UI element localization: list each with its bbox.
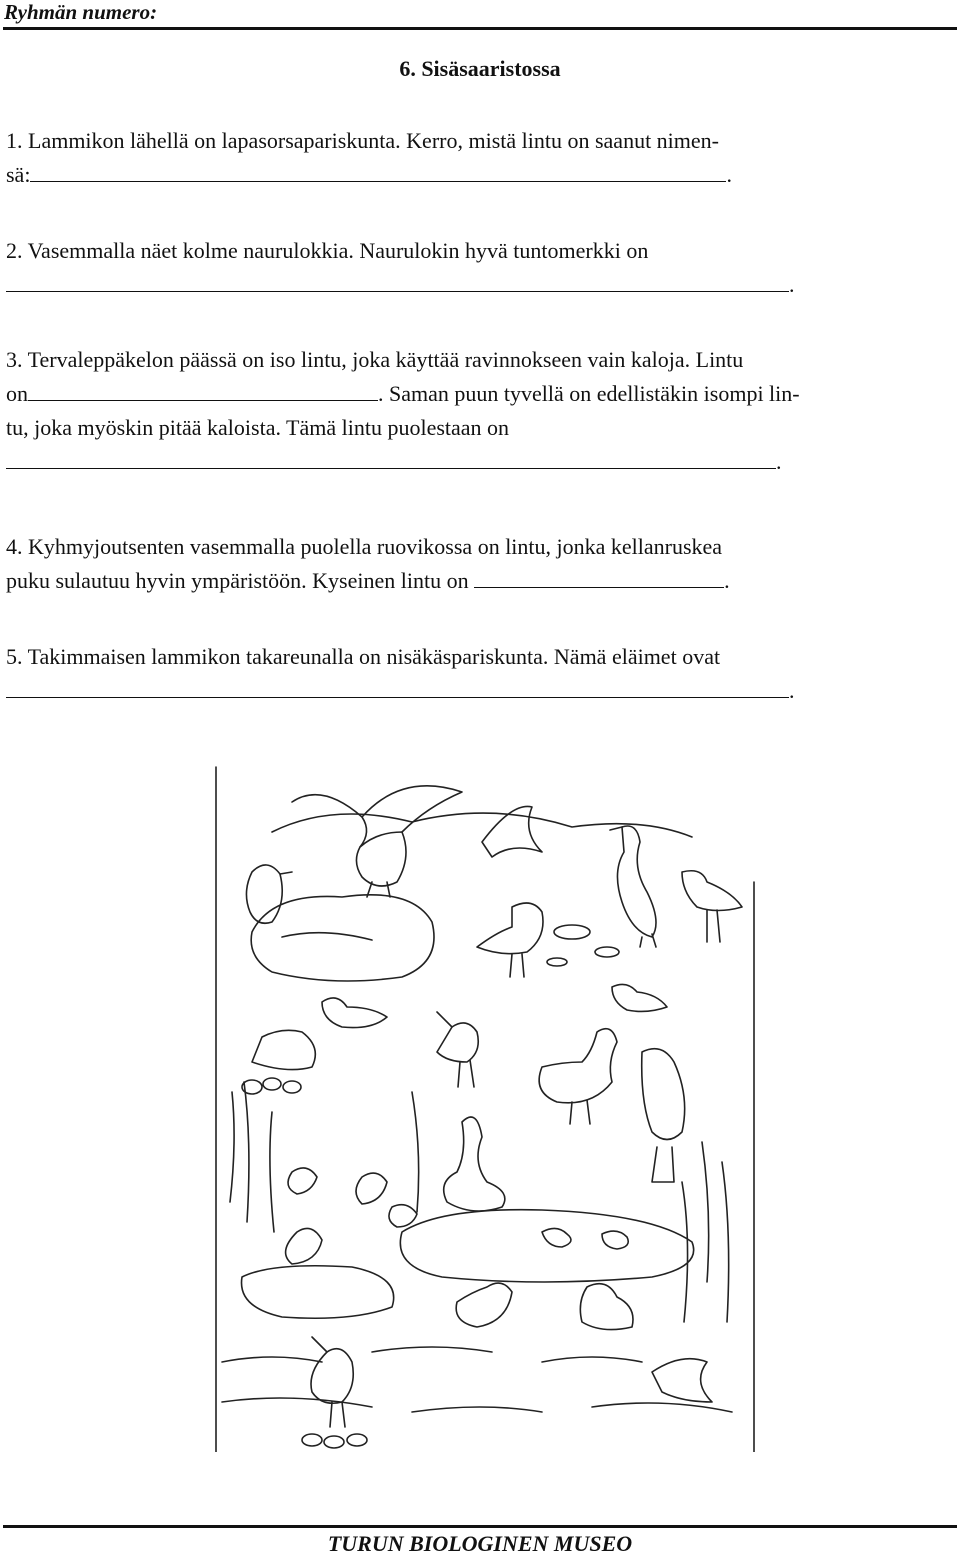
answer-blank-1[interactable] bbox=[30, 161, 726, 182]
flying-gull-drawing bbox=[292, 786, 462, 897]
question-4-line1: 4. Kyhmyjoutsenten vasemmalla puolella ruovikossa on lintu, jonka kellanruskea bbox=[6, 534, 723, 559]
answer-blank-5[interactable] bbox=[6, 677, 789, 698]
footer-rule bbox=[3, 1525, 957, 1528]
question-1-line1: 1. Lammikon lähellä on lapasorsapariskunta. Kerro, mistä lintu on saanut nimen- bbox=[6, 128, 719, 153]
question-1-period: . bbox=[726, 162, 732, 187]
group-number-label: Ryhmän numero: bbox=[4, 0, 158, 24]
question-2 bbox=[6, 234, 946, 302]
question-1-line2 bbox=[6, 158, 946, 192]
question-5-line1: 5. Takimmaisen lammikon takareunalla on nisäkäspariskunta. Nämä eläimet ovat bbox=[6, 644, 721, 669]
wader-drawing bbox=[437, 1012, 478, 1087]
gull-with-chicks-drawing bbox=[242, 1030, 315, 1094]
answer-blank-2[interactable] bbox=[6, 271, 789, 292]
question-3-line3: tu, joka myöskin pitää kaloista. Tämä lintu puolestaan on bbox=[6, 415, 510, 440]
question-3-line2 bbox=[6, 377, 946, 411]
rock-outline bbox=[251, 895, 434, 981]
answer-blank-3a[interactable] bbox=[28, 380, 378, 401]
question-1-prefix: sä: bbox=[6, 162, 31, 187]
question-5-period: . bbox=[789, 678, 795, 703]
question-1 bbox=[6, 124, 946, 192]
question-3-continuation: . Saman puun tyvellä on edellistäkin isompi lin- bbox=[378, 381, 800, 406]
shoveler-pair-drawing bbox=[322, 984, 667, 1027]
question-2-line2 bbox=[6, 268, 946, 302]
cormorant-drawing bbox=[610, 826, 656, 947]
question-3-line4 bbox=[6, 445, 946, 479]
godwit-with-chicks-drawing bbox=[302, 1337, 367, 1448]
question-3-period: . bbox=[776, 449, 782, 474]
question-4-prefix: puku sulautuu hyvin ympäristöön. Kyseinen lintu on bbox=[6, 568, 469, 593]
small-gull-drawing bbox=[682, 871, 742, 942]
swan-drawing bbox=[444, 1117, 505, 1211]
question-3 bbox=[6, 343, 946, 479]
header-rule bbox=[3, 27, 957, 30]
page-title: 6. Sisäsaaristossa bbox=[399, 56, 561, 81]
answer-blank-3b[interactable] bbox=[6, 448, 776, 469]
lower-tern-drawing bbox=[652, 1359, 712, 1402]
goose-drawing bbox=[539, 1029, 617, 1124]
question-5-line2 bbox=[6, 674, 946, 708]
question-5 bbox=[6, 640, 946, 708]
question-3-prefix: on bbox=[6, 381, 28, 406]
small-bird-drawing bbox=[288, 1168, 417, 1227]
question-3-line1: 3. Tervaleppäkelon päässä on iso lintu, joka käyttää ravinnokseen vain kaloja. Lintu bbox=[6, 347, 744, 372]
answer-blank-4[interactable] bbox=[474, 567, 724, 588]
question-4 bbox=[6, 530, 946, 598]
question-2-line1: 2. Vasemmalla näet kolme naurulokkia. Naurulokin hyvä tuntomerkki on bbox=[6, 238, 649, 263]
hawk-drawing bbox=[642, 1049, 685, 1182]
museum-footer: TURUN BIOLOGINEN MUSEO bbox=[327, 1531, 633, 1556]
perched-bird-drawing bbox=[246, 865, 292, 923]
standing-gull-drawing bbox=[477, 903, 543, 977]
reeds-drawing bbox=[230, 1082, 729, 1322]
question-4-period: . bbox=[724, 568, 730, 593]
question-2-period: . bbox=[789, 272, 795, 297]
archipelago-birds-illustration bbox=[212, 762, 758, 1452]
pond-drawing bbox=[400, 1210, 693, 1282]
question-4-line2 bbox=[6, 564, 946, 598]
